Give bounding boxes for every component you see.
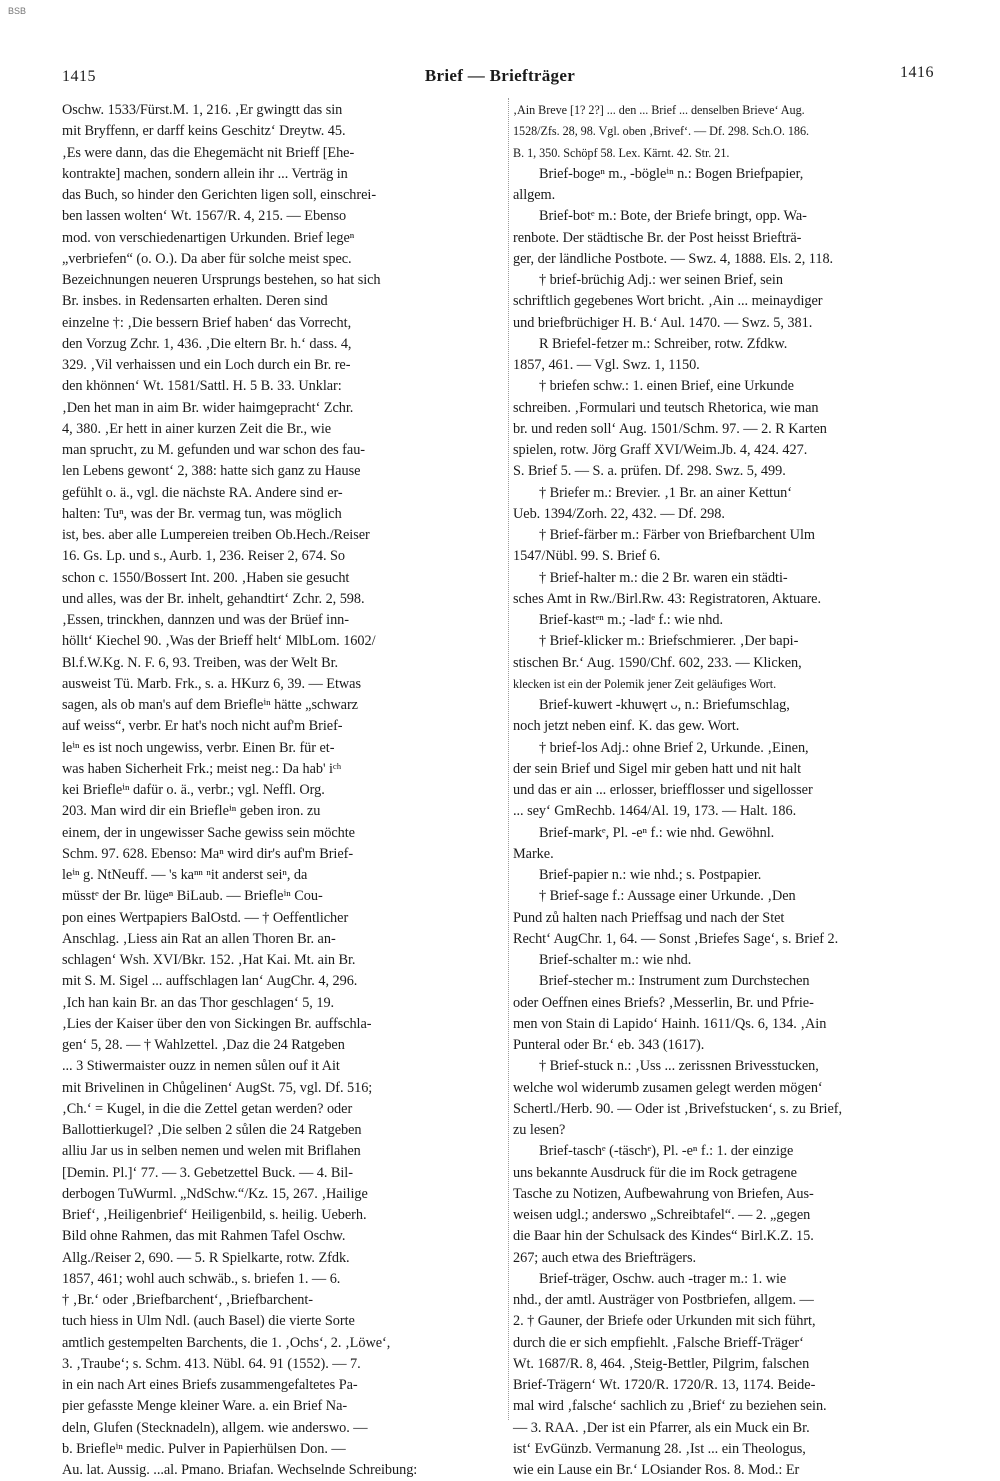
text-line: Bl.f.W.Kg. N. F. 6, 93. Treiben, was der Welt Br. [62,654,339,671]
text-line: ... 3 Stiwermaister ouzz in nemen sůlen ouf it Ait [62,1058,340,1075]
text-line: men von Stain di Lapido‘ Hainh. 1611/Qs. 6, 134. ‚Ain [513,1015,827,1032]
page-title: Brief — Briefträger [424,66,576,85]
text-line: 16. Gs. Lp. und s., Aurb. 1, 236. Reiser 2, 674. So [62,548,345,565]
text-line: mod. von verschiedenartigen Urkunden. Brief legeⁿ [62,229,355,246]
text-line: mal wird ‚falsche‘ sachlich zu ‚Brief‘ zu beziehen sein. [513,1398,827,1415]
text-line: b. Briefleⁱⁿ medic. Pulver in Papierhülsen Don. — [62,1440,346,1457]
text-line: [Demin. Pl.]‘ 77. — 3. Gebetzettel Buck. — 4. Bil- [62,1164,353,1181]
text-line: Brief-papier n.: wie nhd.; s. Postpapier. [539,867,762,883]
text-line: weisen udgl.; anderswo „Schreibtafel“. — 2. „gegen [513,1207,811,1223]
text-line: renbote. Der städtische Br. der Post heisst Briefträ- [513,229,802,246]
text-line: ist‘ EvGünzb. Vermanung 28. ‚Ist ... ein Theologus, [513,1440,806,1457]
text-line: sagen, als ob man's auf dem Briefleⁱⁿ hätte „schwarz [62,697,358,713]
text-line: schriftlich gegebenes Wort bricht. ‚Ain ... meinaydiger [513,293,823,310]
text-line: Allg./Reiser 2, 690. — 5. R Spielkarte, rotw. Zfdk. [62,1249,350,1266]
text-line: in ein nach Art eines Briefs zusammengefaltetes Pa- [62,1377,358,1393]
text-line: und briefbrüchiger H. B.‘ Aul. 1470. — Swz. 5, 381. [513,314,813,331]
text-line: „verbriefen“ (o. O.). Da aber für solche meist spec. [62,250,352,267]
text-line: deln, Glufen (Stecknadeln), allgem. wie anderswo. — [62,1419,368,1436]
text-line: S. Brief 5. — S. a. prüfen. Df. 298. Swz. 5, 499. [513,463,786,480]
text-line: ausweist Tü. Marb. Frk., s. a. HKurz 6, 39. — Etwas [62,675,361,692]
text-line: allgem. [513,187,556,203]
text-line: halten: Tuⁿ, was der Br. vermag tun, was möglich [62,505,342,522]
text-line: — 3. RAA. ‚Der ist ein Pfarrer, als ein Muck ein Br. [513,1419,810,1436]
text-line: 1528/Zfs. 28, 98. Vgl. oben ‚Brivef‘. — Df. 298. Sch.O. 186. [513,124,810,139]
text-line: kei Briefleⁱⁿ dafür o. ä., verbr.; vgl. Neffl. Org. [62,782,325,798]
text-line: Brief-kastᵉⁿ m.; -ladᵉ f.: wie nhd. [539,612,723,628]
text-line: 3. ‚Traube‘; s. Schm. 413. Nübl. 64. 91 (1552). — 7. [62,1355,361,1372]
text-line: schlagen‘ Wsh. XVI/Bkr. 152. ‚Hat Kai. Mt. ain Br. [62,952,356,968]
text-line: und alles, was der Br. inhelt, gehandtirt‘ Zchr. 2, 598. [62,590,365,607]
text-line: ‚Lies der Kaiser über den von Sickingen Br. auffschla- [62,1015,372,1032]
text-line: † brief-brüchig Adj.: wer seinen Brief, sein [539,272,783,288]
text-line: Brief-kuwert -khuwęrt ᴗ, n.: Briefumschlag, [539,697,790,713]
text-line: uns bekannte Ausdruck für die im Rock getragene [513,1164,797,1181]
text-line: 1547/Nübl. 99. S. Brief 6. [513,548,661,565]
text-line: Brief‘, ‚Heiligenbrief‘ Heiligenbild, s. heilig. Ueberh. [62,1207,367,1223]
text-line: Oschw. 1533/Fürst.M. 1, 216. ‚Er gwingtt das sin [62,102,343,118]
text-line: die Baar hin der Schulsack des Kindes“ Birl.K.Z. 15. [513,1228,814,1245]
text-line: klecken ist ein der Polemik jener Zeit geläufiges Wort. [513,676,777,691]
text-line: br. und reden soll‘ Aug. 1501/Schm. 97. — 2. R Karten [513,420,827,437]
text-line: müsstᵉ der Br. lügeⁿ BiLaub. — Briefleⁱⁿ Cou- [62,888,323,905]
text-line: Brief-bogeⁿ m., -bögleⁱⁿ n.: Bogen Briefpapier, [539,165,804,182]
text-line: schon c. 1550/Bossert Int. 200. ‚Haben sie gesucht [62,569,350,586]
text-line: Pund zů halten nach Prieffsag und nach der Stet [513,909,785,926]
text-line: Au. lat. Aussig. ...al. Pmano. Briafan. Wechselnde Schreibung: [62,1462,418,1478]
text-line: B. 1, 350. Schöpf 58. Lex. Kärnt. 42. Str. 21. [513,145,730,160]
text-line: pon eines Wertpapiers BalOstd. — † Oeffentlicher [62,909,349,926]
text-line: Tasche zu Notizen, Aufbewahrung von Briefen, Aus- [513,1185,814,1202]
text-line: pier gefasste Menge kleiner Ware. a. ein Brief Na- [62,1398,348,1415]
text-line: leⁱⁿ g. NtNeuff. — 's kaⁿⁿ ⁿit anderst seiⁿ, da [62,867,308,883]
text-line: mit Bryffenn, er darff keins Geschitz‘ Dreytw. 45. [62,123,346,140]
text-line: ist, bes. aber alle Lumpereien treiben Ob.Hech./Reiser [62,527,370,543]
text-line: ben lassen wolten‘ Wt. 1567/R. 4, 215. — Ebenso [62,208,347,225]
text-line: auf weiss“, verbr. Er hat's noch nicht auf'm Brief- [62,718,343,735]
text-line: 2. † Gauner, der Briefe oder Urkunden mit sich führt, [513,1313,816,1330]
text-line: Brief-Trägern‘ Wt. 1720/R. 1720/R. 13, 1174. Beide- [513,1377,816,1393]
text-line: Ballottierkugel? ‚Die selben 2 sůlen die 24 Ratgeben [62,1122,362,1138]
text-line: Brief-markᵉ, Pl. -eⁿ f.: wie nhd. Gewöhnl. [539,824,775,841]
text-line: Bezeichnungen neueren Ursprungs bestehen, so hat sich [62,272,381,288]
text-line: † Brief-stuck n.: ‚Uss ... zerissnen Brivesstucken, [539,1058,819,1075]
text-line: mit Brivelinen in Chůgelinen‘ AugSt. 75, vgl. Df. 516; [62,1079,373,1096]
text-line: der sein Brief und Sigel mir geben hatt und nit halt [513,760,802,777]
text-line: nhd., der amtl. Austräger von Postbriefen, allgem. — [513,1292,814,1308]
text-line: das Buch, so hinder den Gerichten ligen soll, einschrei- [62,187,377,203]
text-line: höllt‘ Kiechel 90. ‚Was der Brieff helt‘ MlbLom. 1602/ [62,633,376,650]
page-number-left: 1415 [62,68,96,85]
text-line: ‚Ich han kain Br. an das Thor geschlagen‘ 5, 19. [62,994,335,1011]
text-line: † Brief-klicker m.: Briefschmierer. ‚Der bapi- [539,633,799,650]
text-line: welche wol widerumb zusamen gelegt werden mögen‘ [513,1079,823,1096]
text-line: † briefen schw.: 1. einen Brief, eine Urkunde [539,378,794,395]
text-line: Wt. 1687/R. 8, 464. ‚Steig-Bettler, Pilgrim, falschen [513,1355,810,1372]
text-line: † Brief-halter m.: die 2 Br. waren ein städti- [539,569,788,586]
text-line: 4, 380. ‚Er hett in ainer kurzen Zeit die Br., wie [62,420,332,437]
text-line: spielen, rotw. Jörg Graff XVI/Weim.Jb. 4, 424. 427. [513,442,808,458]
text-line: den khönnen‘ Wt. 1581/Sattl. H. 5 B. 33. Unklar: [62,378,342,395]
text-line: einem, der in ungewisser Sache gewiss sein möchte [62,824,355,841]
text-line: sches Amt in Rw./Birl.Rw. 43: Registratoren, Aktuare. [513,590,822,607]
text-line: Ueb. 1394/Zorh. 22, 432. — Df. 298. [513,505,725,522]
text-line: 203. Man wird dir ein Briefleⁱⁿ geben iron. zu [62,803,321,820]
page-number-right: 1416 [900,64,934,81]
text-line: 329. ‚Vil verhaissen und ein Loch durch ein Br. re- [62,357,351,373]
text-line: alliu Jar us in selben nemen und welen mit Briflahen [62,1143,361,1160]
column-divider [508,98,509,1420]
text-line: amtlich gestempelten Barchents, die 1. ‚Ochs‘, 2. ‚Löwe‘, [62,1334,391,1351]
text-line: ... sey‘ GmRechb. 1464/Al. 19, 173. — Halt. 186. [513,803,797,820]
text-line: tuch hiess in Ulm Ndl. (auch Basel) die vierte Sorte [62,1313,355,1330]
text-line: man spruchτ, zu M. gefunden und war schon des fau- [62,442,365,458]
text-line: Schm. 97. 628. Ebenso: Maⁿ wird dir's auf'm Brief- [62,845,354,862]
text-line: Bild ohne Rahmen, das mit Rahmen Tafel Oschw. [62,1228,346,1245]
text-line: Brief-botᵉ m.: Bote, der Briefe bringt, opp. Wa- [539,208,807,225]
text-line: mit S. M. Sigel ... auffschlagen lan‘ AugChr. 4, 296. [62,973,358,990]
text-line: Punteral oder Br.‘ eb. 343 (1617). [513,1037,705,1053]
text-line: 1857, 461; wohl auch schwäb., s. briefen 1. — 6. [62,1270,341,1287]
text-line: † Brief-färber m.: Färber von Briefbarchent Ulm [539,527,815,543]
text-line: derbogen TuWurml. „NdSchw.“/Kz. 15, 267. ‚Hailige [62,1185,368,1202]
text-line: schreiben. ‚Formulari und teutsch Rhetorica, wie man [513,399,819,416]
text-line: † Brief-sage f.: Aussage einer Urkunde. ‚Den [539,888,796,905]
library-watermark: BSB [8,6,27,16]
text-line: R Briefel-fetzer m.: Schreiber, rotw. Zfdkw. [539,335,788,352]
text-line: ‚Essen, trinckhen, dannzen und was der Brüef inn- [62,612,349,628]
text-line: ‚Ain Breve [1? 2?] ... den ... Brief ... denselben Brieve‘ Aug. [513,103,805,117]
text-line: † Briefer m.: Brevier. ‚1 Br. an ainer Kettun‘ [539,484,792,501]
text-line: den Vorzug Zchr. 1, 436. ‚Die eltern Br. h.‘ dass. 4, [62,335,352,352]
text-line: Brief-taschᵉ (-täschᵉ), Pl. -eⁿ f.: 1. der einzige [539,1143,794,1160]
text-line: einzelne †: ‚Die bessern Brief haben‘ das Vorrecht, [62,314,352,331]
text-line: ger, der ländliche Postbote. — Swz. 4, 1888. Els. 2, 118. [513,250,834,267]
text-line: oder Oeffnen eines Briefs? ‚Messerlin, Br. und Pfrie- [513,994,814,1011]
text-line: zu lesen? [513,1122,566,1138]
text-line: was haben Sicherheit Frk.; meist neg.: Da hab' iᶜʰ [62,760,342,777]
text-line: Brief-stecher m.: Instrument zum Durchstechen [539,973,810,990]
text-line: durch die er sich empfiehlt. ‚Falsche Brieff-Träger‘ [513,1334,804,1351]
text-line: ‚Ch.‘ = Kugel, in die die Zettel getan werden? oder [62,1100,353,1117]
text-line: ‚Es were dann, das die Ehegemächt nit Brieff [Ehe- [62,144,355,161]
text-line: stischen Br.‘ Aug. 1590/Chf. 602, 233. — Klicken, [513,654,802,671]
text-line: gen‘ 5, 28. — † Wahlzettel. ‚Daz die 24 Ratgeben [62,1037,345,1053]
text-line: leⁱⁿ es ist noch ungewiss, verbr. Einen Br. für et- [62,739,335,756]
text-line: 1857, 461. — Vgl. Swz. 1, 1150. [513,357,700,373]
text-line: † brief-los Adj.: ohne Brief 2, Urkunde. ‚Einen, [539,739,809,756]
text-line: kontrakte] machen, sondern allein ihr ... Verträg in [62,165,348,182]
text-line: len Lebens gewont‘ 2, 388: hatte sich ganz zu Hause [62,463,361,480]
text-line: wie ein Lause ein Br.‘ LOsiander Ros. 8. Mod.: Er [513,1462,800,1478]
text-line: Brief-träger, Oschw. auch -trager m.: 1. wie [539,1270,787,1287]
left-column [62,100,505,1478]
right-column [513,100,937,1478]
text-line: Br. insbes. in Redensarten erhalten. Deren sind [62,293,328,310]
text-line: Anschlag. ‚Liess ain Rat an allen Thoren Br. an- [62,930,336,947]
text-line: Recht‘ AugChr. 1, 64. — Sonst ‚Briefes Sage‘, s. Brief 2. [513,930,839,947]
text-line: Schertl./Herb. 90. — Oder ist ‚Brivefstucken‘, s. zu Brief, [513,1100,842,1117]
text-line: Brief-schalter m.: wie nhd. [539,952,692,968]
text-line: † ‚Br.‘ oder ‚Briefbarchent‘, ‚Briefbarchent- [62,1292,314,1308]
text-line: 267; auch etwa des Briefträgers. [513,1249,696,1266]
text-line: Marke. [513,845,554,862]
text-line: ‚Den het man in aim Br. wider haimgepracht‘ Zchr. [62,399,354,416]
text-line: noch jetzt neben einf. K. das gew. Wort. [513,718,740,735]
text-line: und das er ain ... erlosser, briefflosser und sigellosser [513,782,813,798]
text-line: gefühlt o. ä., vgl. die nächste RA. Andere sind er- [62,484,343,501]
